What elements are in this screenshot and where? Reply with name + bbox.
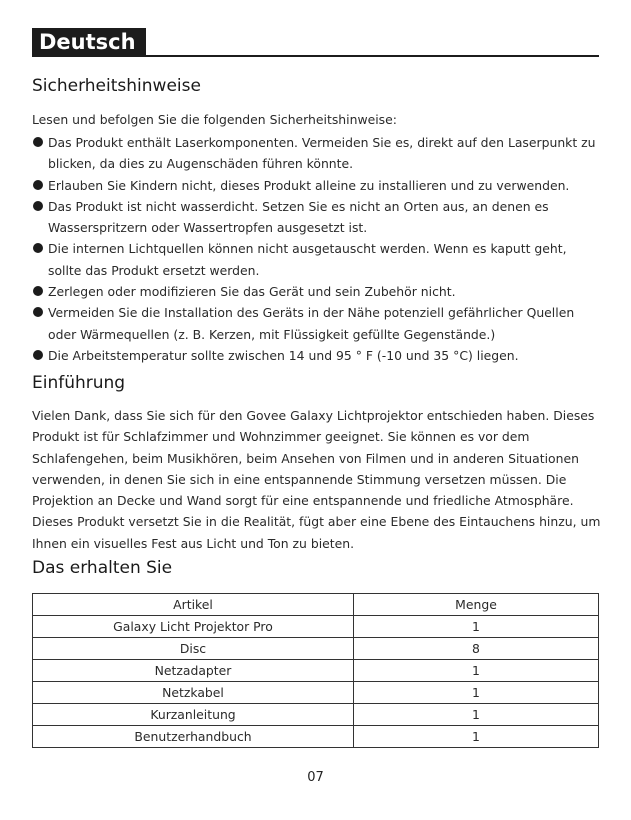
column-header-quantity: Menge xyxy=(354,594,599,616)
bullet-icon xyxy=(33,243,43,253)
item-cell: Disc xyxy=(33,638,354,660)
item-cell: Netzadapter xyxy=(33,660,354,682)
bullet-icon xyxy=(33,137,43,147)
bullet-icon xyxy=(33,180,43,190)
item-cell: Kurzanleitung xyxy=(33,704,354,726)
safety-item xyxy=(32,238,602,281)
safety-item xyxy=(32,175,602,196)
item-cell: Galaxy Licht Projektor Pro xyxy=(33,616,354,638)
table-row xyxy=(33,726,599,748)
safety-item-text: Die internen Lichtquellen können nicht ausgetauscht werden. Wenn es kaputt geht, sollte das Produkt ersetzt werden. xyxy=(48,241,567,278)
table-row xyxy=(33,682,599,704)
safety-item xyxy=(32,196,602,239)
contents-title: Das erhalten Sie xyxy=(32,558,173,578)
item-cell: Benutzerhandbuch xyxy=(33,726,354,748)
safety-list xyxy=(32,132,602,366)
table-row xyxy=(33,704,599,726)
bullet-icon xyxy=(33,201,43,211)
safety-item-text: Vermeiden Sie die Installation des Geräts in der Nähe potenziell gefährlicher Quellen oder Wärmequellen (z. B. Kerzen, mit Flüssigkeit gefüllte Gegenstände.) xyxy=(48,305,575,342)
quantity-cell: 1 xyxy=(354,660,599,682)
bullet-icon xyxy=(33,286,43,296)
page-number: 07 xyxy=(307,770,324,785)
safety-item-text: Zerlegen oder modifizieren Sie das Gerät und sein Zubehör nicht. xyxy=(48,284,456,300)
bullet-icon xyxy=(33,350,43,360)
intro-text: Vielen Dank, dass Sie sich für den Govee Galaxy Lichtprojektor entschieden haben. Dieses Produkt ist für Schlafzimmer und Wohnzimmer geeignet. Sie können es vor dem Schlafengehen, beim Musikhören, beim Ansehen von Filmen und in anderen Situationen verwenden, in denen Sie sich in eine entspannende Stimmung versetzen müssen. Die Projektion an Decke und Wand sorgt für eine entspannende und friedliche Atmosphäre. Dieses Produkt versetzt Sie in die Realität, fügt aber eine Ebene des Eintauchens hinzu, um Ihnen ein visuelles Fest aus Licht und Ton zu bieten. xyxy=(32,408,601,551)
safety-item xyxy=(32,132,602,175)
safety-item-text: Das Produkt ist nicht wasserdicht. Setzen Sie es nicht an Orten aus, an denen es Wasserspritzern oder Wassertropfen ausgesetzt ist. xyxy=(48,198,549,236)
quantity-cell: 1 xyxy=(354,704,599,726)
safety-item-text: Die Arbeitstemperatur sollte zwischen 14 und 95 ° F (-10 und 35 °C) liegen. xyxy=(48,347,519,363)
table-row xyxy=(33,660,599,682)
safety-item xyxy=(32,302,602,345)
safety-item xyxy=(32,345,602,366)
quantity-cell: 1 xyxy=(354,616,599,638)
table-row xyxy=(33,638,599,660)
bullet-icon xyxy=(33,307,43,317)
safety-intro: Lesen und befolgen Sie die folgenden Sicherheitshinweise: xyxy=(32,112,397,127)
intro-title: Einführung xyxy=(32,373,126,393)
safety-title: Sicherheitshinweise xyxy=(32,76,201,96)
quantity-cell: 1 xyxy=(354,726,599,748)
safety-item xyxy=(32,281,602,302)
table-header-row xyxy=(33,594,599,616)
language-label: Deutsch xyxy=(32,28,146,57)
language-header xyxy=(32,28,599,57)
header-rule xyxy=(32,55,599,57)
safety-item-text: Das Produkt enthält Laserkomponenten. Vermeiden Sie es, direkt auf den Laserpunkt zu blicken, da dies zu Augenschäden führen könnte. xyxy=(48,135,596,172)
quantity-cell: 1 xyxy=(354,682,599,704)
safety-item-text: Erlauben Sie Kindern nicht, dieses Produkt alleine zu installieren und zu verwenden. xyxy=(48,177,570,193)
table-row xyxy=(33,616,599,638)
column-header-item: Artikel xyxy=(33,594,354,616)
quantity-cell: 8 xyxy=(354,638,599,660)
contents-table xyxy=(32,593,599,748)
item-cell: Netzkabel xyxy=(33,682,354,704)
